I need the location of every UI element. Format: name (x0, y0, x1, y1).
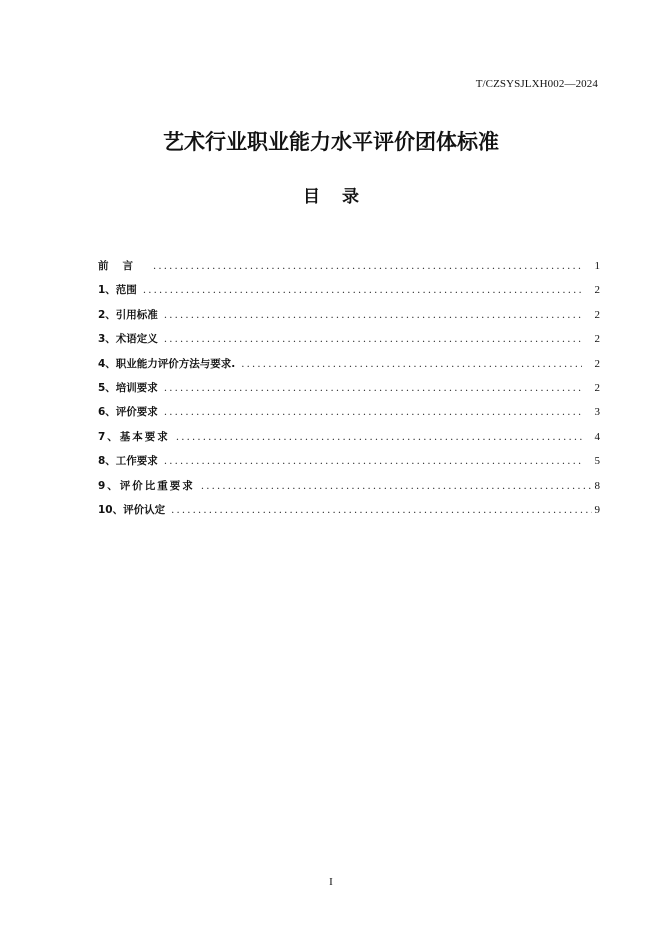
toc-entry-label: 9、评价比重要求 (98, 479, 195, 492)
toc-entry-page: 3 (594, 406, 600, 419)
toc-entry-label: 2、引用标准 (98, 308, 158, 321)
toc-entry-page: 2 (594, 381, 600, 394)
toc-entry-page: 2 (594, 333, 600, 346)
toc-entry-preface[interactable] (98, 258, 600, 282)
toc-entry-page: 8 (594, 479, 600, 492)
page-number: I (329, 876, 333, 888)
toc-leader-dots (143, 285, 582, 296)
toc-entry-terms[interactable] (98, 331, 600, 355)
toc-leader-dots (164, 334, 582, 345)
toc-leader-dots (241, 359, 582, 370)
toc-entry-label: 前言 (98, 260, 147, 272)
toc-entry-page: 5 (594, 455, 600, 468)
toc-entry-page: 2 (594, 357, 600, 370)
toc-leader-dots (153, 261, 582, 272)
document-title: 艺术行业职业能力水平评价团体标准 (163, 130, 499, 154)
toc-entry-label: 7、基本要求 (98, 430, 170, 443)
toc-entry-scope[interactable] (98, 282, 600, 306)
toc-entry-weights[interactable] (98, 478, 600, 502)
toc-entry-label: 5、培训要求 (98, 381, 158, 394)
toc-entry-page: 2 (594, 308, 600, 321)
toc-entry-evaluation[interactable] (98, 404, 600, 428)
toc-entry-label: 3、术语定义 (98, 333, 158, 346)
toc-entry-label: 8、工作要求 (98, 455, 158, 468)
toc-entry-training[interactable] (98, 380, 600, 404)
toc-entry-label: 4、职业能力评价方法与要求. (98, 357, 236, 370)
toc-leader-dots (164, 383, 582, 394)
toc-entry-label: 6、评价要求 (98, 406, 158, 419)
toc-leader-dots (176, 432, 582, 443)
toc-entry-page: 2 (594, 284, 600, 297)
toc-entry-page: 9 (594, 503, 600, 516)
toc-entry-page: 1 (594, 260, 600, 272)
toc-leader-dots (164, 407, 582, 418)
toc-entry-basic[interactable] (98, 429, 600, 453)
toc-entry-methods[interactable] (98, 356, 600, 380)
toc-entry-page: 4 (594, 430, 600, 443)
table-of-contents (98, 258, 600, 526)
toc-entry-references[interactable] (98, 307, 600, 331)
toc-leader-dots (164, 456, 582, 467)
toc-entry-label: 1、范围 (98, 284, 137, 297)
toc-leader-dots (171, 505, 592, 516)
toc-entry-work[interactable] (98, 453, 600, 477)
document-code: T/CZSYSJLXH002—2024 (475, 78, 598, 90)
toc-heading: 目录 (303, 187, 381, 207)
toc-leader-dots (164, 310, 582, 321)
toc-entry-certification[interactable] (98, 502, 600, 526)
toc-leader-dots (201, 481, 592, 492)
toc-entry-label: 10、评价认定 (98, 503, 166, 516)
